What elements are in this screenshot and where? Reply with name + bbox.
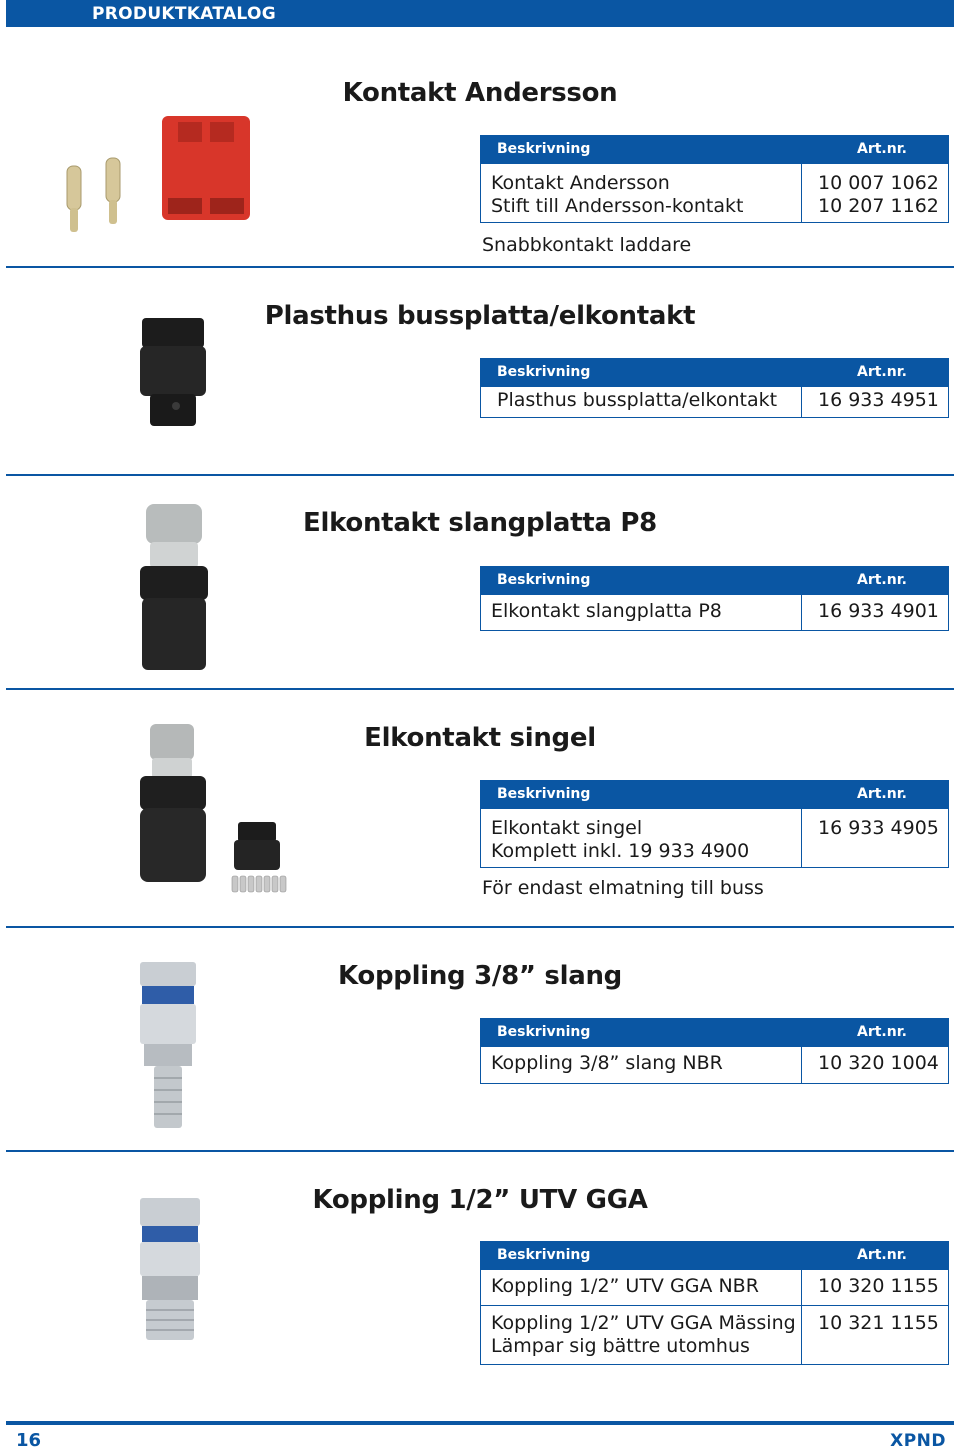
- section-note: Snabbkontakt laddare: [482, 234, 692, 256]
- section-title-kontakt-andersson: Kontakt Andersson: [342, 78, 618, 108]
- row-description: Koppling 3/8” slang NBR: [491, 1052, 723, 1074]
- table-row: [481, 1305, 948, 1364]
- table-header: [481, 780, 948, 808]
- table-row: [481, 163, 948, 222]
- header-article: Art.nr.: [857, 786, 907, 802]
- section-divider: [6, 474, 954, 476]
- header-bar: [6, 0, 954, 27]
- section-divider: [6, 266, 954, 268]
- table-header: [481, 1018, 948, 1046]
- table-slangplatta: [480, 566, 949, 631]
- header-article: Art.nr.: [857, 572, 907, 588]
- row-description: Koppling 1/2” UTV GGA Mässing: [491, 1312, 796, 1334]
- row-article-number: 10 207 1162: [818, 195, 939, 217]
- koppling-38-image: [136, 960, 200, 1132]
- header-description: Beskrivning: [497, 141, 591, 157]
- table-row: [481, 808, 948, 867]
- table-row: [481, 1269, 948, 1305]
- section-title-slangplatta: Elkontakt slangplatta P8: [303, 508, 657, 538]
- header-article: Art.nr.: [857, 364, 907, 380]
- koppling-12-image: [136, 1196, 204, 1344]
- section-note: För endast elmatning till buss: [482, 877, 764, 899]
- header-description: Beskrivning: [497, 572, 591, 588]
- table-row: [481, 386, 948, 417]
- table-plasthus: [480, 358, 949, 418]
- row-article-number: 16 933 4951: [818, 389, 939, 411]
- section-divider: [6, 926, 954, 928]
- header-description: Beskrivning: [497, 1024, 591, 1040]
- row-description: Elkontakt slangplatta P8: [491, 600, 722, 622]
- singel-image: [134, 720, 294, 898]
- row-description: Koppling 1/2” UTV GGA NBR: [491, 1275, 759, 1297]
- row-description: Kontakt Andersson: [491, 172, 670, 194]
- section-title-plasthus: Plasthus bussplatta/elkontakt: [264, 301, 696, 331]
- plasthus-image: [136, 314, 210, 430]
- section-divider: [6, 688, 954, 690]
- header-label: PRODUKTKATALOG: [92, 4, 276, 24]
- table-row: [481, 594, 948, 630]
- header-description: Beskrivning: [497, 1247, 591, 1263]
- row-article-number: 10 321 1155: [818, 1312, 939, 1334]
- andersson-connector-image: [58, 108, 258, 238]
- section-divider: [6, 1150, 954, 1152]
- page-number: 16: [16, 1430, 42, 1451]
- footer-bar: [6, 1421, 954, 1425]
- header-description: Beskrivning: [497, 786, 591, 802]
- header-article: Art.nr.: [857, 1247, 907, 1263]
- section-title-singel: Elkontakt singel: [364, 723, 596, 753]
- row-description: Stift till Andersson-kontakt: [491, 195, 744, 217]
- table-header: [481, 566, 948, 594]
- row-description: Elkontakt singel: [491, 817, 643, 839]
- row-article-number: 16 933 4905: [818, 817, 939, 839]
- table-kontakt-andersson: [480, 135, 949, 223]
- header-article: Art.nr.: [857, 1024, 907, 1040]
- row-article-number: 16 933 4901: [818, 600, 939, 622]
- slangplatta-image: [136, 502, 212, 672]
- section-title-koppling-38: Koppling 3/8” slang: [338, 961, 622, 991]
- table-koppling-38: [480, 1018, 949, 1084]
- table-header: [481, 135, 948, 163]
- table-koppling-12: [480, 1241, 949, 1365]
- row-description: Lämpar sig bättre utomhus: [491, 1335, 750, 1357]
- table-header: [481, 1241, 948, 1269]
- row-article-number: 10 320 1004: [818, 1052, 939, 1074]
- table-row: [481, 1046, 948, 1083]
- brand-logo: XPND: [890, 1431, 946, 1451]
- header-description: Beskrivning: [497, 364, 591, 380]
- section-title-koppling-12: Koppling 1/2” UTV GGA: [312, 1185, 648, 1215]
- row-description: Komplett inkl. 19 933 4900: [491, 840, 750, 862]
- row-article-number: 10 320 1155: [818, 1275, 939, 1297]
- row-description: Plasthus bussplatta/elkontakt: [497, 389, 778, 411]
- table-header: [481, 358, 948, 386]
- header-article: Art.nr.: [857, 141, 907, 157]
- table-singel: [480, 780, 949, 868]
- row-article-number: 10 007 1062: [818, 172, 939, 194]
